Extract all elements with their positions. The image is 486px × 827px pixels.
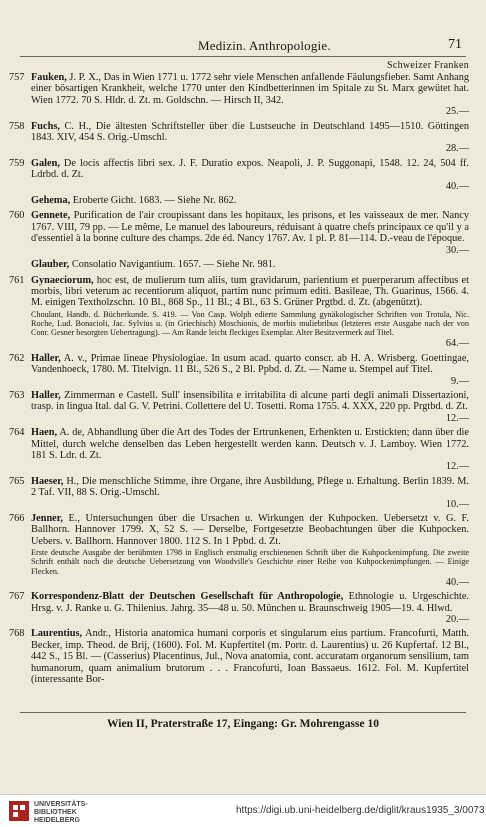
entry-price: 64.— xyxy=(445,338,469,350)
entry-number: 759 xyxy=(9,157,25,169)
entry-text: Fauken, J. P. X., Das in Wien 1771 u. 1772 sehr viele Menschen anfallende Fäulungsfieber. Samt Anhang einer bösartigen Krankheit, welche 1770 unter den Kindbetterinnen im Spitale zu St. Marx gewütet hat. Wien 1772. 70 S. Hldr. d. Zt. m. Goldschn. — Hirsch II, 342. xyxy=(31,72,469,106)
footer-address: Wien II, Praterstraße 17, Eingang: Gr. Mohrengasse 10 xyxy=(20,712,466,730)
page-header xyxy=(20,36,466,57)
entry-author: Korrespondenz-Blatt der Deutschen Gesellschaft für Anthropologie, xyxy=(31,591,344,603)
entry-price: 40.— xyxy=(445,576,469,588)
catalog-entry xyxy=(9,275,469,350)
entry-text: Jenner, E., Untersuchungen über die Ursachen u. Wirkungen der Kuhpocken. Uebersetzt v. G. F. Ballhorn. Hannover 1799. X, 52 S. — Derselbe, Fortgesetzte Beobachtungen über die Kuhpocken. Uebers. v. Ballhorn. Hannover 1800. 112 S. In 1 Ppbd. d. Zt. xyxy=(31,513,469,547)
entry-author: Haller, xyxy=(31,389,61,401)
entry-author: Gynaeciorum, xyxy=(31,274,94,286)
entry-body xyxy=(31,476,469,510)
entry-price: 9.— xyxy=(450,375,469,387)
entry-price: 10.— xyxy=(445,498,469,510)
permalink-url[interactable]: https://digi.ub.uni-heidelberg.de/diglit/kraus1935_3/0073 xyxy=(236,805,485,816)
catalog-entry xyxy=(9,591,469,625)
entry-number: 757 xyxy=(9,72,25,83)
entry-author: Galen, xyxy=(31,157,60,169)
entry-number: 768 xyxy=(9,628,25,640)
entry-number: 762 xyxy=(9,352,25,364)
entry-price: 28.— xyxy=(445,143,469,155)
entry-text: Gennete, Purification de l'air croupissant dans les hopitaux, les prisons, et les vaisseaux de mer. Nancy 1767. VIII, 79 pp. — Le même, Le manuel des laboureurs, réduisant à quatre chefs principaux ce qu'il y a d'essentiel à la bonne culture des champs. 2de éd. Nancy 1767. Av. 1 pl. P. 81—114. D.-veau de l'époque. xyxy=(31,210,469,245)
entry-number: 765 xyxy=(9,475,25,487)
entry-number: 761 xyxy=(9,274,25,286)
entry-body xyxy=(31,427,469,473)
entry-body xyxy=(31,628,469,685)
entry-body xyxy=(31,158,469,192)
catalog-entry xyxy=(9,72,469,118)
entry-price: 20.— xyxy=(445,614,469,626)
currency-heading: Schweizer Franken xyxy=(386,60,469,71)
entry-text: Haller, A. v., Primae lineae Physiologiae. In usum acad. quarto conscr. ab H. A. Wrisberg. Goettingae, Vandenhoeck, 1780. M. Titelvign. 11 Bl., 526 S., 2 Bl. Ppbd. d. Zt. — Name u. Stempel auf Titel. xyxy=(31,352,469,376)
page-number: 71 xyxy=(448,37,462,52)
cross-reference: Gehema, Eroberte Gicht. 1683. — Siehe Nr. 862. xyxy=(31,195,237,207)
entry-body xyxy=(31,591,469,625)
entry-body xyxy=(31,210,469,256)
entry-price: 30.— xyxy=(445,244,469,256)
catalog-entry xyxy=(9,353,469,387)
catalog-entry xyxy=(9,390,469,424)
entry-price: 25.— xyxy=(445,106,469,118)
entry-note: Choulant, Handb. d. Bücherkunde. S. 419. — Von Casp. Wolph edierte Sammlung gynäkologischer Schriften von Trotula, Nic. Roche, Lud. Bonacioli, Jac. Sylvius u. (in Griechisch) Moschionis, de morbis muliebribus (letzteres erste Ausgabe nach der von Conr. Gesner besorgten Uebertragung). — Am Rande leicht fleckiges Exemplar. Alter Besitzvermerk auf Titel. xyxy=(31,309,469,338)
catalog-entry xyxy=(9,121,469,155)
entry-author: Gehema, xyxy=(31,195,71,207)
catalog-entry xyxy=(9,427,469,473)
catalog-entry xyxy=(9,513,469,588)
viewer-bottom-bar xyxy=(0,794,486,827)
entry-price: 12.— xyxy=(445,461,469,473)
entry-author: Gennete, xyxy=(31,210,71,222)
catalog-entry xyxy=(9,210,469,256)
entry-number: 758 xyxy=(9,120,25,132)
catalog-entry xyxy=(9,476,469,510)
entry-text: Haen, A. de, Abhandlung über die Art des Todes der Ertrunkenen, Erhenkten u. Erstickten; dann über die Mittel, durch welche denselben das Leben hergestellt werden kann. Deutsch v. J. Lamboy. Wien 1772. 181 S. Ldr. d. Zt. xyxy=(31,427,469,461)
entry-author: Laurentius, xyxy=(31,628,83,640)
entry-body xyxy=(31,275,469,350)
entry-author: Haller, xyxy=(31,352,61,364)
entry-text: Laurentius, Andr., Historia anatomica humani corporis et singularum eius partium. Francofurti, Matth. Becker, imp. Theod. de Brij, (1600). Fol. M. Kupfertitel (m. Portr. d. Laurentius) u. 26 Kupfertaf. 12 Bl., 442 S., 15 Bl. — (Casserius) Placentinus, Jul., Nova anatomia, cont. accuratam organorum sensilium, tam humanorum, quam animalium brutorum . . . Francofurti, Ioan Bassaeus. 1612. Fol. M. Kupfertitel (interessante Bor- xyxy=(31,628,469,686)
entry-text: Gynaeciorum, hoc est, de mulierum tum aliis, tum gravidarum, parientium et puerperarum affectibus et morbis, libri veterum ac recentiorum aliquot, partim nunc primum editi. Basileae, Th. Guarinus, 1566. 4. M. einigen Textholzschn. 10 Bl., 868 Sp., 11 Bl.; 4 Bl., 63 S. Grüner Prgtbd. d. Zt. (abgenützt). xyxy=(31,274,469,309)
entry-number: 760 xyxy=(9,210,25,222)
entry-number: 764 xyxy=(9,427,25,439)
entry-text: Galen, De locis affectis libri sex. J. F. Duratio expos. Neapoli, J. P. Suggonapi, 1548. 12. 24, 504 ff. Ldrbd. d. Zt. xyxy=(31,157,469,181)
catalog-list xyxy=(9,60,469,689)
library-name: UNIVERSITÄTS- BIBLIOTHEK HEIDELBERG xyxy=(34,801,88,824)
header-title: Medizin. Anthropologie. xyxy=(198,38,331,53)
cross-reference: Glauber, Consolatio Navigantium. 1657. — Siehe Nr. 981. xyxy=(31,259,276,271)
entry-body xyxy=(31,513,469,588)
entry-body xyxy=(31,353,469,387)
entry-text: Korrespondenz-Blatt der Deutschen Gesellschaft für Anthropologie, Ethnologie u. Urgeschichte. Hrsg. v. J. Ranke u. G. Thilenius. Jahrg. 35—48 u. 50. München u. Braunschweig 1905—19. 4. Hlwd. xyxy=(31,591,469,614)
entry-number: 767 xyxy=(9,591,25,603)
entry-author: Jenner, xyxy=(31,513,63,525)
entry-author: Fuchs, xyxy=(31,120,60,132)
entry-author: Haeser, xyxy=(31,475,64,487)
entry-text: Fuchs, C. H., Die ältesten Schriftsteller über die Lustseuche in Deutschland 1495—1510. Göttingen 1843. XIV, 454 S. Orig.-Umschl. xyxy=(31,120,469,144)
entry-author: Fauken, xyxy=(31,72,67,83)
entry-price: 12.— xyxy=(445,412,469,424)
entry-body xyxy=(31,390,469,424)
entry-text: Haeser, H., Die menschliche Stimme, ihre Organe, ihre Ausbildung, Pflege u. Erhaltung. Berlin 1839. M. 2 Taf. VII, 88 S. Orig.-Umschl. xyxy=(31,475,469,499)
entry-price: 40.— xyxy=(445,180,469,192)
entry-note: Erste deutsche Ausgabe der berühmten 1798 in Englisch erstmalig erschienenen Schrift über die Kuhpockenimpfung. Die zweite Schrift enthält noch die deutsche Uebersetzung von Woodville's Geschichte einer Reihe von Kuhpockenimpfungen. — Einige Flecken. xyxy=(31,548,469,576)
entry-author: Glauber, xyxy=(31,259,70,271)
entry-author: Haen, xyxy=(31,427,58,439)
university-library-logo-icon xyxy=(8,800,30,822)
entry-body xyxy=(31,121,469,155)
catalog-entry xyxy=(9,158,469,192)
entry-body xyxy=(31,72,469,118)
catalog-entry xyxy=(9,628,469,685)
entry-text: Haller, Zimmerman e Castell. Sull' insensibilita e irritabilita di alcune parti degli animali Dissertazioni, trasp. in lingua Ital. dal G. V. Petrini. Collettere del U. Tosetti. Roma 1755. 4. XXX, 220 pp. Prgtbd. d. Zt. xyxy=(31,389,469,413)
entry-number: 766 xyxy=(9,513,25,525)
entry-number: 763 xyxy=(9,389,25,401)
